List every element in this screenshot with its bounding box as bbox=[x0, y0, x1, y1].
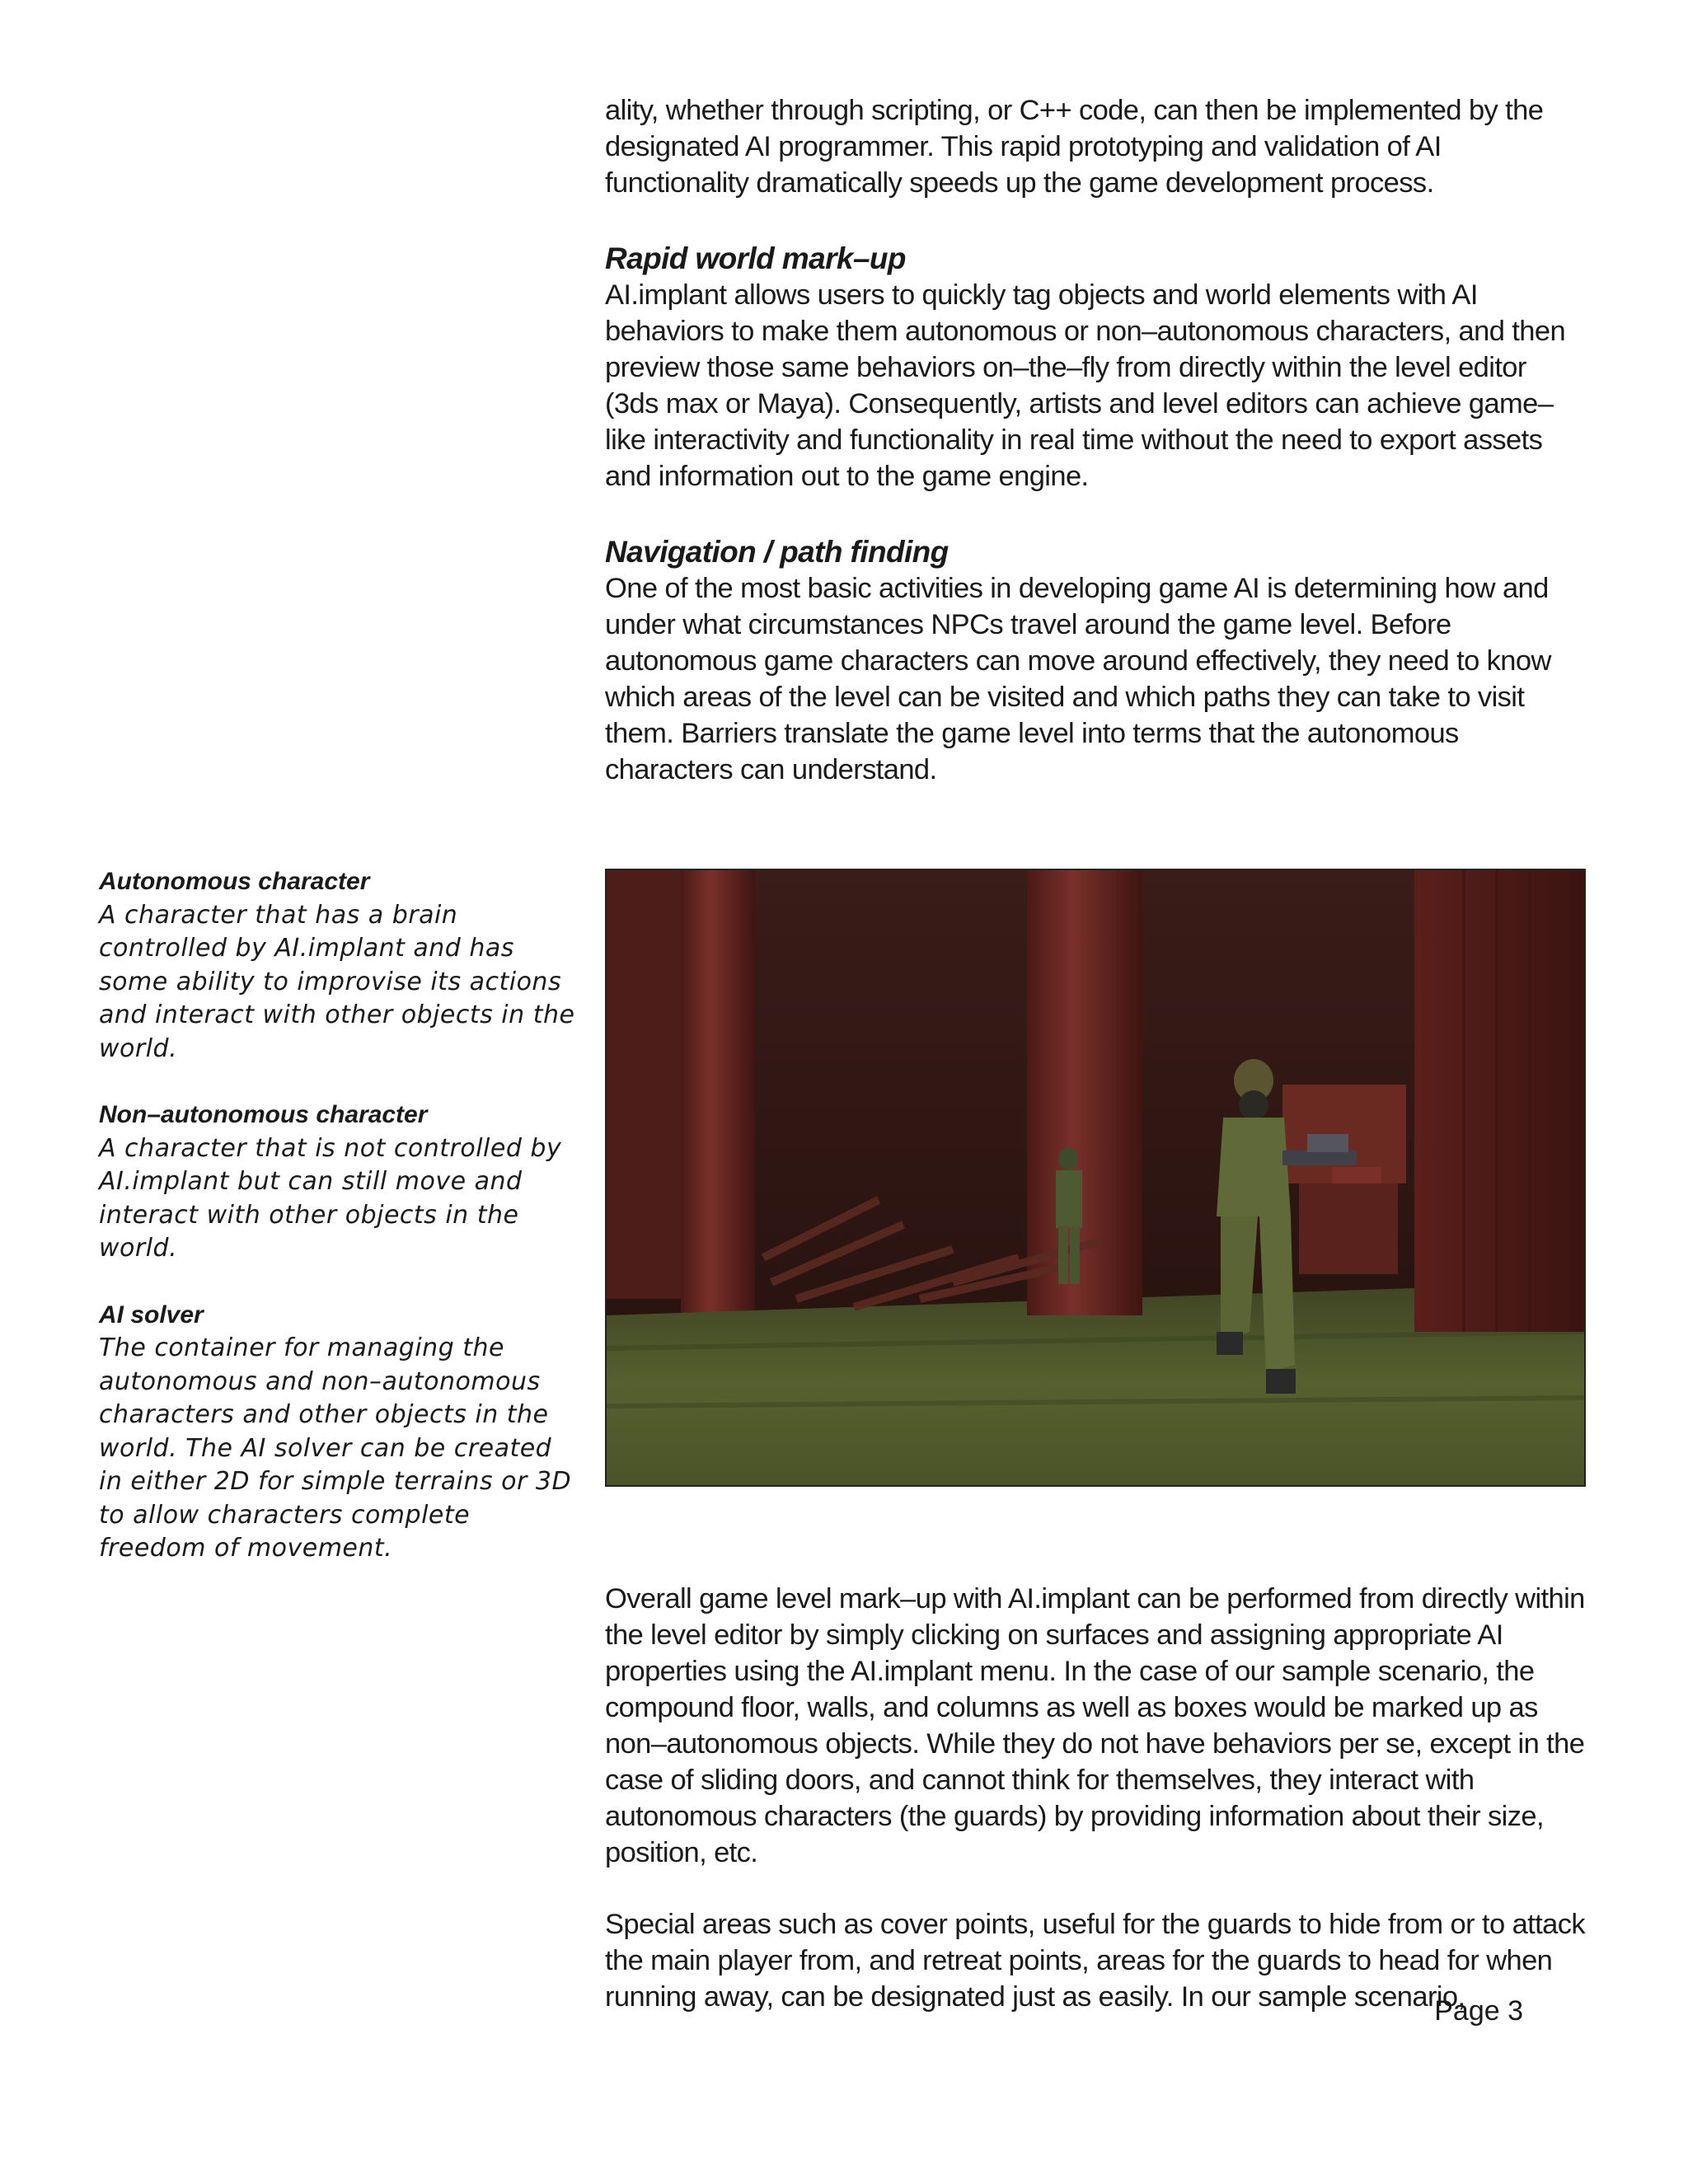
glossary-sidebar bbox=[99, 865, 577, 1599]
glossary-definition: A character that is not controlled by AI.implant but can still move and interact with other objects in the world. bbox=[99, 1133, 562, 1263]
special-paragraph: Special areas such as cover points, useful for the guards to hide from or to attack the main player from, and retreat points, areas for the guards to head for when running away, can be designated just as easily. In our sample scenario, bbox=[605, 1909, 1586, 2013]
section-body: One of the most basic activities in developing game AI is determining how and under what circumstances NPCs travel around the game level. Before autonomous game characters can move around effectively, they need to know which areas of the level can be visited and which paths they can take to visit them. Barriers translate the game level into terms that the autonomous characters can understand. bbox=[605, 573, 1551, 785]
game-screenshot bbox=[605, 869, 1586, 1487]
overall-paragraph: Overall game level mark–up with AI.implant can be performed from directly within the level editor by simply clicking on surfaces and assigning appropriate AI properties using the AI.implant menu. In the case of our sample scenario, the compound floor, walls, and columns as well as boxes would be marked up as non–autonomous objects. While they do not have behaviors per se, except in the case of sliding doors, and cannot think for themselves, they interact with autonomous characters (the guards) by providing information about their size, position, etc. bbox=[605, 1583, 1585, 1868]
glossary-term: AI solver bbox=[99, 1301, 204, 1329]
intro-paragraph: ality, whether through scripting, or C++ code, can then be implemented by the designated AI programmer. This rapid prototyping and validation of AI functionality dramatically speeds up the game development process. bbox=[605, 95, 1544, 199]
page-number: Page 3 bbox=[1434, 1995, 1523, 2027]
glossary-term: Autonomous character bbox=[99, 868, 370, 895]
crates bbox=[1282, 1085, 1406, 1274]
glossary-term: Non–autonomous character bbox=[99, 1101, 428, 1128]
section-body: AI.implant allows users to quickly tag objects and world elements with AI behaviors to make them autonomous or non–autonomous characters, and then preview those same behaviors on–the–fly from directly within the level editor (3ds max or Maya). Consequently, artists and level editors can achieve game–like interactivity and functionality in real time without the need to export assets and information out to the game engine. bbox=[605, 279, 1566, 492]
intro-paragraph-block bbox=[605, 92, 1586, 201]
section-heading: Rapid world mark–up bbox=[605, 241, 906, 275]
overall-paragraph-block bbox=[605, 1581, 1586, 1871]
section-heading: Navigation / path finding bbox=[605, 535, 949, 569]
game-scene-illustration bbox=[607, 870, 1584, 1485]
glossary-definition: The container for managing the autonomous and non–autonomous characters and other objects in the world. The AI solver can be created in either 2D for simple terrains or 3D to allow characters complete freedom of movement. bbox=[99, 1333, 572, 1563]
section-navigation-path-finding bbox=[605, 534, 1586, 788]
section-rapid-world-markup bbox=[605, 241, 1586, 494]
glossary-definition: A character that has a brain controlled by AI.implant and has some ability to improvise its actions and interact with other objects in the world. bbox=[99, 900, 575, 1063]
